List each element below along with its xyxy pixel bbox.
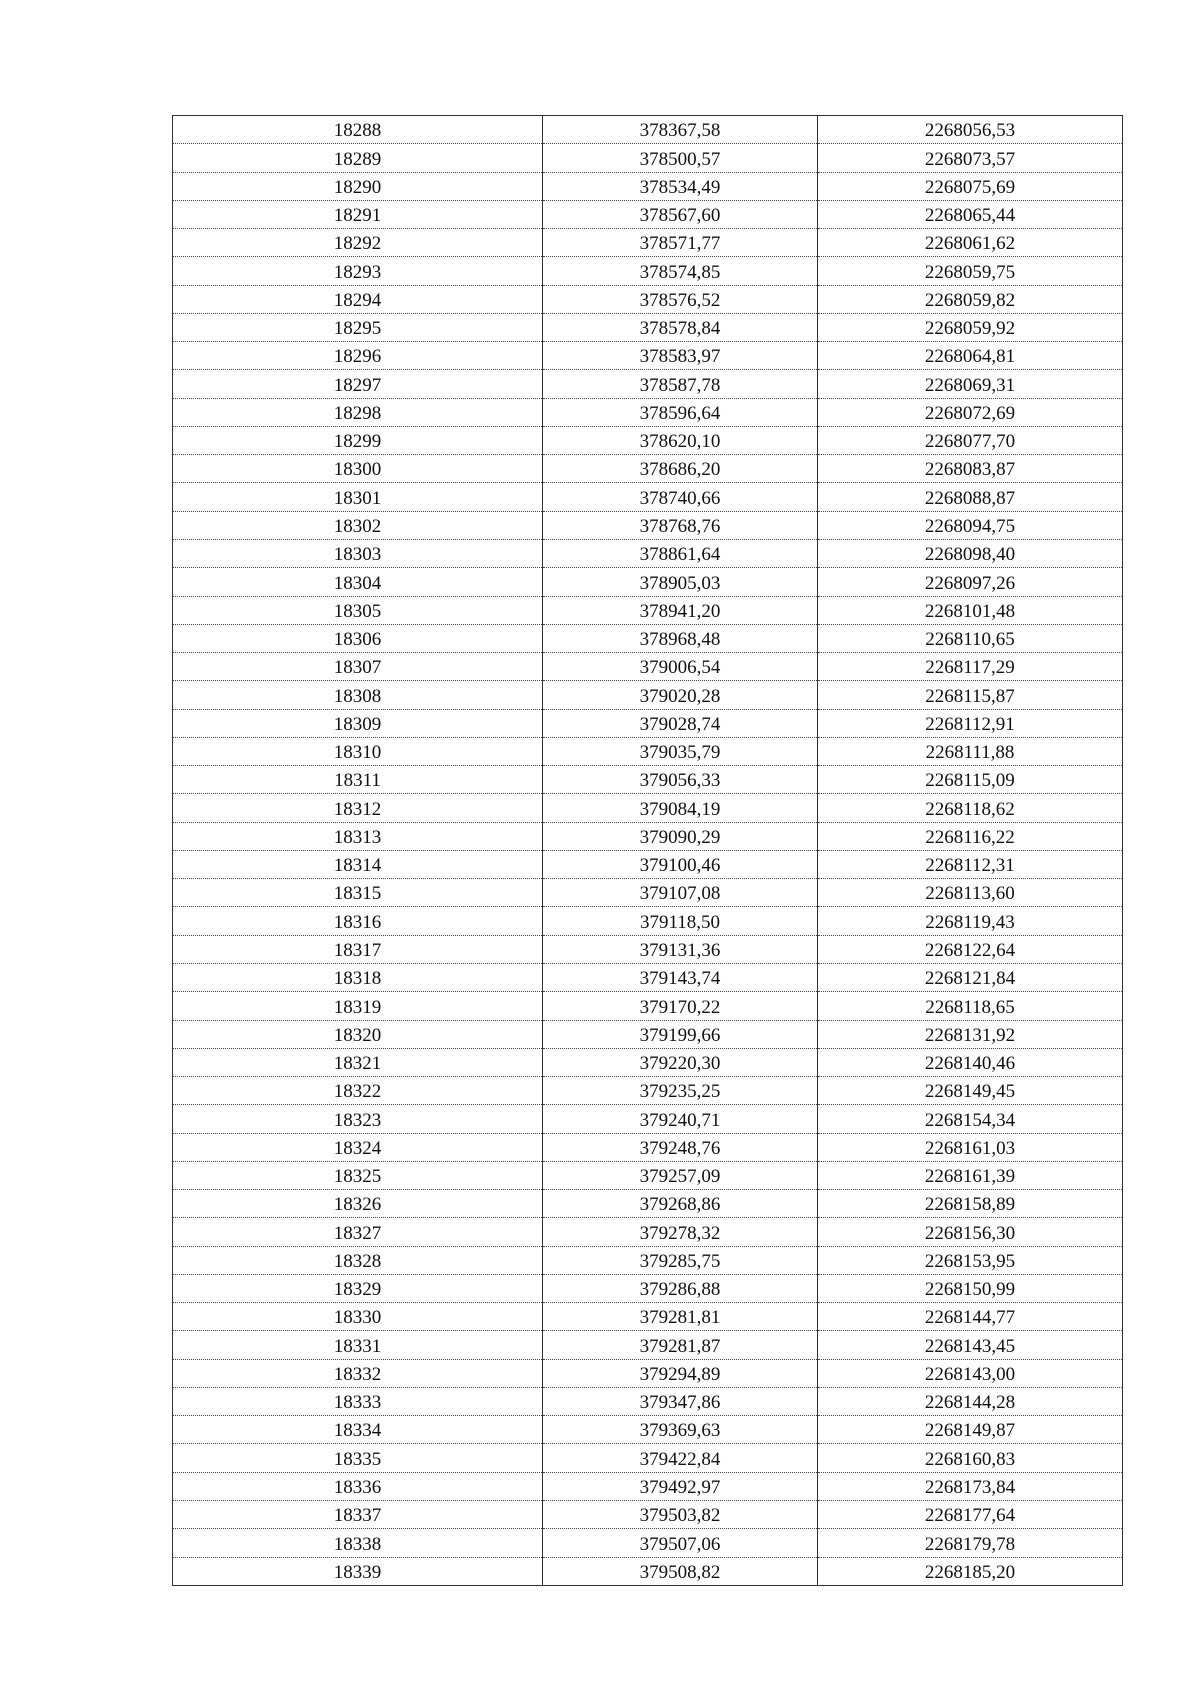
table-row [173, 1444, 1123, 1472]
point-number-cell: 18338 [173, 1529, 543, 1557]
x-coordinate-cell: 379347,86 [543, 1387, 818, 1415]
x-coordinate-cell: 379235,25 [543, 1077, 818, 1105]
point-number-cell: 18291 [173, 200, 543, 228]
y-coordinate-cell: 2268059,82 [818, 285, 1123, 313]
table-row [173, 342, 1123, 370]
x-coordinate-cell: 378620,10 [543, 426, 818, 454]
table-row [173, 1529, 1123, 1557]
point-number-cell: 18301 [173, 483, 543, 511]
x-coordinate-cell: 379422,84 [543, 1444, 818, 1472]
y-coordinate-cell: 2268118,62 [818, 794, 1123, 822]
table-row [173, 1077, 1123, 1105]
x-coordinate-cell: 379084,19 [543, 794, 818, 822]
table-row [173, 257, 1123, 285]
table-row [173, 539, 1123, 567]
y-coordinate-cell: 2268059,92 [818, 313, 1123, 341]
table-row [173, 1048, 1123, 1076]
point-number-cell: 18296 [173, 342, 543, 370]
y-coordinate-cell: 2268061,62 [818, 229, 1123, 257]
point-number-cell: 18308 [173, 681, 543, 709]
y-coordinate-cell: 2268143,00 [818, 1359, 1123, 1387]
point-number-cell: 18334 [173, 1416, 543, 1444]
y-coordinate-cell: 2268065,44 [818, 200, 1123, 228]
y-coordinate-cell: 2268153,95 [818, 1246, 1123, 1274]
y-coordinate-cell: 2268144,77 [818, 1303, 1123, 1331]
y-coordinate-cell: 2268069,31 [818, 370, 1123, 398]
point-number-cell: 18319 [173, 992, 543, 1020]
x-coordinate-cell: 379369,63 [543, 1416, 818, 1444]
table-row [173, 1359, 1123, 1387]
coordinates-table-body [173, 116, 1123, 1586]
x-coordinate-cell: 378861,64 [543, 539, 818, 567]
x-coordinate-cell: 379143,74 [543, 963, 818, 991]
y-coordinate-cell: 2268112,31 [818, 850, 1123, 878]
y-coordinate-cell: 2268075,69 [818, 172, 1123, 200]
y-coordinate-cell: 2268161,39 [818, 1161, 1123, 1189]
y-coordinate-cell: 2268094,75 [818, 511, 1123, 539]
y-coordinate-cell: 2268111,88 [818, 737, 1123, 765]
x-coordinate-cell: 378587,78 [543, 370, 818, 398]
y-coordinate-cell: 2268179,78 [818, 1529, 1123, 1557]
x-coordinate-cell: 379507,06 [543, 1529, 818, 1557]
x-coordinate-cell: 379240,71 [543, 1105, 818, 1133]
point-number-cell: 18321 [173, 1048, 543, 1076]
x-coordinate-cell: 378686,20 [543, 455, 818, 483]
table-row [173, 172, 1123, 200]
y-coordinate-cell: 2268064,81 [818, 342, 1123, 370]
point-number-cell: 18327 [173, 1218, 543, 1246]
point-number-cell: 18318 [173, 963, 543, 991]
point-number-cell: 18316 [173, 907, 543, 935]
x-coordinate-cell: 379508,82 [543, 1557, 818, 1585]
y-coordinate-cell: 2268083,87 [818, 455, 1123, 483]
point-number-cell: 18288 [173, 116, 543, 144]
point-number-cell: 18337 [173, 1501, 543, 1529]
point-number-cell: 18324 [173, 1133, 543, 1161]
table-row [173, 511, 1123, 539]
y-coordinate-cell: 2268149,45 [818, 1077, 1123, 1105]
y-coordinate-cell: 2268144,28 [818, 1387, 1123, 1415]
x-coordinate-cell: 378968,48 [543, 624, 818, 652]
y-coordinate-cell: 2268116,22 [818, 822, 1123, 850]
point-number-cell: 18303 [173, 539, 543, 567]
table-row [173, 285, 1123, 313]
point-number-cell: 18322 [173, 1077, 543, 1105]
x-coordinate-cell: 378905,03 [543, 568, 818, 596]
table-row [173, 1161, 1123, 1189]
y-coordinate-cell: 2268077,70 [818, 426, 1123, 454]
coordinates-table [172, 115, 1123, 1586]
x-coordinate-cell: 378768,76 [543, 511, 818, 539]
table-row [173, 709, 1123, 737]
y-coordinate-cell: 2268073,57 [818, 144, 1123, 172]
y-coordinate-cell: 2268185,20 [818, 1557, 1123, 1585]
point-number-cell: 18313 [173, 822, 543, 850]
table-row [173, 313, 1123, 341]
point-number-cell: 18328 [173, 1246, 543, 1274]
point-number-cell: 18304 [173, 568, 543, 596]
table-row [173, 116, 1123, 144]
point-number-cell: 18320 [173, 1020, 543, 1048]
x-coordinate-cell: 379199,66 [543, 1020, 818, 1048]
table-row [173, 822, 1123, 850]
y-coordinate-cell: 2268150,99 [818, 1274, 1123, 1302]
point-number-cell: 18294 [173, 285, 543, 313]
x-coordinate-cell: 379281,87 [543, 1331, 818, 1359]
x-coordinate-cell: 379220,30 [543, 1048, 818, 1076]
x-coordinate-cell: 379107,08 [543, 879, 818, 907]
table-row [173, 935, 1123, 963]
table-row [173, 992, 1123, 1020]
y-coordinate-cell: 2268115,09 [818, 766, 1123, 794]
point-number-cell: 18311 [173, 766, 543, 794]
table-row [173, 737, 1123, 765]
x-coordinate-cell: 378578,84 [543, 313, 818, 341]
x-coordinate-cell: 379268,86 [543, 1190, 818, 1218]
table-row [173, 794, 1123, 822]
table-row [173, 483, 1123, 511]
x-coordinate-cell: 379020,28 [543, 681, 818, 709]
y-coordinate-cell: 2268101,48 [818, 596, 1123, 624]
point-number-cell: 18297 [173, 370, 543, 398]
table-row [173, 1190, 1123, 1218]
point-number-cell: 18317 [173, 935, 543, 963]
table-row [173, 1020, 1123, 1048]
table-row [173, 1416, 1123, 1444]
x-coordinate-cell: 379170,22 [543, 992, 818, 1020]
y-coordinate-cell: 2268072,69 [818, 398, 1123, 426]
table-row [173, 455, 1123, 483]
table-row [173, 370, 1123, 398]
table-row [173, 879, 1123, 907]
point-number-cell: 18336 [173, 1472, 543, 1500]
x-coordinate-cell: 379090,29 [543, 822, 818, 850]
table-row [173, 907, 1123, 935]
table-row [173, 1557, 1123, 1585]
point-number-cell: 18314 [173, 850, 543, 878]
point-number-cell: 18330 [173, 1303, 543, 1331]
table-row [173, 1218, 1123, 1246]
point-number-cell: 18310 [173, 737, 543, 765]
point-number-cell: 18309 [173, 709, 543, 737]
point-number-cell: 18299 [173, 426, 543, 454]
point-number-cell: 18305 [173, 596, 543, 624]
point-number-cell: 18295 [173, 313, 543, 341]
table-row [173, 1274, 1123, 1302]
point-number-cell: 18323 [173, 1105, 543, 1133]
table-row [173, 229, 1123, 257]
y-coordinate-cell: 2268112,91 [818, 709, 1123, 737]
x-coordinate-cell: 379278,32 [543, 1218, 818, 1246]
x-coordinate-cell: 379503,82 [543, 1501, 818, 1529]
y-coordinate-cell: 2268056,53 [818, 116, 1123, 144]
y-coordinate-cell: 2268173,84 [818, 1472, 1123, 1500]
y-coordinate-cell: 2268118,65 [818, 992, 1123, 1020]
x-coordinate-cell: 379257,09 [543, 1161, 818, 1189]
point-number-cell: 18306 [173, 624, 543, 652]
point-number-cell: 18315 [173, 879, 543, 907]
y-coordinate-cell: 2268131,92 [818, 1020, 1123, 1048]
table-row [173, 200, 1123, 228]
y-coordinate-cell: 2268161,03 [818, 1133, 1123, 1161]
table-row [173, 1303, 1123, 1331]
point-number-cell: 18325 [173, 1161, 543, 1189]
table-row [173, 1472, 1123, 1500]
point-number-cell: 18312 [173, 794, 543, 822]
point-number-cell: 18331 [173, 1331, 543, 1359]
table-row [173, 653, 1123, 681]
x-coordinate-cell: 378583,97 [543, 342, 818, 370]
x-coordinate-cell: 379006,54 [543, 653, 818, 681]
table-row [173, 144, 1123, 172]
point-number-cell: 18307 [173, 653, 543, 681]
x-coordinate-cell: 379056,33 [543, 766, 818, 794]
point-number-cell: 18289 [173, 144, 543, 172]
x-coordinate-cell: 378596,64 [543, 398, 818, 426]
table-row [173, 1105, 1123, 1133]
x-coordinate-cell: 378574,85 [543, 257, 818, 285]
y-coordinate-cell: 2268143,45 [818, 1331, 1123, 1359]
table-row [173, 681, 1123, 709]
y-coordinate-cell: 2268059,75 [818, 257, 1123, 285]
y-coordinate-cell: 2268110,65 [818, 624, 1123, 652]
y-coordinate-cell: 2268113,60 [818, 879, 1123, 907]
y-coordinate-cell: 2268156,30 [818, 1218, 1123, 1246]
x-coordinate-cell: 378534,49 [543, 172, 818, 200]
y-coordinate-cell: 2268115,87 [818, 681, 1123, 709]
point-number-cell: 18333 [173, 1387, 543, 1415]
x-coordinate-cell: 379281,81 [543, 1303, 818, 1331]
table-row [173, 1133, 1123, 1161]
x-coordinate-cell: 379118,50 [543, 907, 818, 935]
table-row [173, 596, 1123, 624]
y-coordinate-cell: 2268149,87 [818, 1416, 1123, 1444]
y-coordinate-cell: 2268119,43 [818, 907, 1123, 935]
x-coordinate-cell: 379035,79 [543, 737, 818, 765]
y-coordinate-cell: 2268160,83 [818, 1444, 1123, 1472]
y-coordinate-cell: 2268154,34 [818, 1105, 1123, 1133]
y-coordinate-cell: 2268098,40 [818, 539, 1123, 567]
y-coordinate-cell: 2268177,64 [818, 1501, 1123, 1529]
table-row [173, 568, 1123, 596]
x-coordinate-cell: 379248,76 [543, 1133, 818, 1161]
point-number-cell: 18326 [173, 1190, 543, 1218]
x-coordinate-cell: 378576,52 [543, 285, 818, 313]
point-number-cell: 18298 [173, 398, 543, 426]
x-coordinate-cell: 378740,66 [543, 483, 818, 511]
point-number-cell: 18290 [173, 172, 543, 200]
table-row [173, 1246, 1123, 1274]
point-number-cell: 18335 [173, 1444, 543, 1472]
y-coordinate-cell: 2268121,84 [818, 963, 1123, 991]
x-coordinate-cell: 378567,60 [543, 200, 818, 228]
x-coordinate-cell: 379028,74 [543, 709, 818, 737]
x-coordinate-cell: 379294,89 [543, 1359, 818, 1387]
point-number-cell: 18300 [173, 455, 543, 483]
table-row [173, 426, 1123, 454]
table-row [173, 1501, 1123, 1529]
table-row [173, 850, 1123, 878]
table-row [173, 963, 1123, 991]
point-number-cell: 18332 [173, 1359, 543, 1387]
point-number-cell: 18292 [173, 229, 543, 257]
table-row [173, 1331, 1123, 1359]
x-coordinate-cell: 378367,58 [543, 116, 818, 144]
table-row [173, 398, 1123, 426]
y-coordinate-cell: 2268097,26 [818, 568, 1123, 596]
x-coordinate-cell: 379100,46 [543, 850, 818, 878]
x-coordinate-cell: 379285,75 [543, 1246, 818, 1274]
y-coordinate-cell: 2268140,46 [818, 1048, 1123, 1076]
y-coordinate-cell: 2268117,29 [818, 653, 1123, 681]
point-number-cell: 18293 [173, 257, 543, 285]
y-coordinate-cell: 2268088,87 [818, 483, 1123, 511]
x-coordinate-cell: 378941,20 [543, 596, 818, 624]
y-coordinate-cell: 2268158,89 [818, 1190, 1123, 1218]
point-number-cell: 18302 [173, 511, 543, 539]
x-coordinate-cell: 378500,57 [543, 144, 818, 172]
table-row [173, 624, 1123, 652]
x-coordinate-cell: 379131,36 [543, 935, 818, 963]
table-row [173, 1387, 1123, 1415]
table-row [173, 766, 1123, 794]
y-coordinate-cell: 2268122,64 [818, 935, 1123, 963]
x-coordinate-cell: 378571,77 [543, 229, 818, 257]
point-number-cell: 18339 [173, 1557, 543, 1585]
x-coordinate-cell: 379492,97 [543, 1472, 818, 1500]
x-coordinate-cell: 379286,88 [543, 1274, 818, 1302]
point-number-cell: 18329 [173, 1274, 543, 1302]
